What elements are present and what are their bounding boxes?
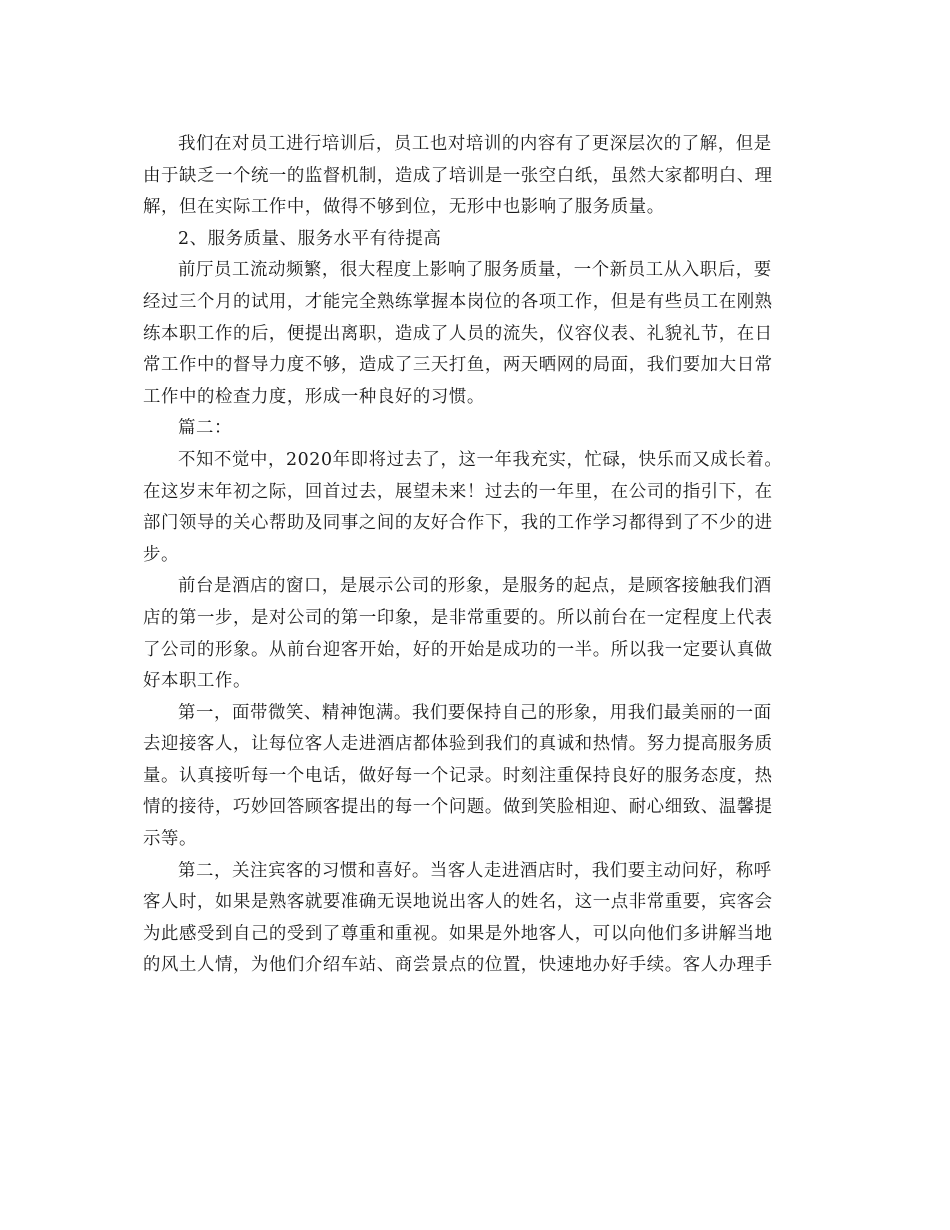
heading-line: 篇二： [178,418,232,439]
text-line: 经过三个月的试用，才能完全熟练掌握本岗位的各项工作，但是有些员工在刚熟 [143,291,773,312]
text-line: 第二，关注宾客的习惯和喜好。当客人走进酒店时，我们要主动问好，称呼 [178,860,772,881]
text-line: 去迎接客人，让每位客人走进酒店都体验到我们的真诚和热情。努力提高服务质 [143,734,773,755]
text-line: 不知不觉中，2020年即将过去了，这一年我充实，忙碌，快乐而又成长着。 [178,449,783,470]
paragraph-second-point [143,856,798,982]
document-body [143,129,798,982]
text-line: 的风土人情，为他们介绍车站、商尝景点的位置，快速地办好手续。客人办理手 [143,955,773,976]
paragraph-first-point [143,698,798,856]
text-line: 客人时，如果是熟客就要准确无误地说出客人的姓名，这一点非常重要，宾客会 [143,892,773,913]
text-line: 情的接待，巧妙回答顾客提出的每一个问题。做到笑脸相迎、耐心细致、温馨提 [143,797,773,818]
text-line: 好本职工作。 [143,671,251,692]
text-line: 为此感受到自己的受到了尊重和重视。如果是外地客人，可以向他们多讲解当地 [143,923,773,944]
paragraph-training-supervision [143,129,798,224]
text-line: 第一，面带微笑、精神饱满。我们要保持自己的形象，用我们最美丽的一面 [178,702,772,723]
text-line: 前台是酒店的窗口，是展示公司的形象，是服务的起点，是顾客接触我们酒 [178,576,772,597]
text-line: 前厅员工流动频繁，很大程度上影响了服务质量，一个新员工从入职后，要 [178,260,772,281]
text-line: 我们在对员工进行培训后，员工也对培训的内容有了更深层次的了解，但是 [178,134,772,154]
text-line: 由于缺乏一个统一的监督机制，造成了培训是一张空白纸，虽然大家都明白、理 [143,165,773,186]
text-line: 了公司的形象。从前台迎客开始，好的开始是成功的一半。所以我一定要认真做 [143,639,773,660]
section-heading-part-two [143,413,798,445]
paragraph-staff-turnover [143,255,798,413]
text-line: 步。 [143,544,179,565]
text-line: 工作中的检查力度，形成一种良好的习惯。 [143,386,485,407]
section-heading-service-quality [143,224,798,256]
text-line: 练本职工作的后，便提出离职，造成了人员的流失，仪容仪表、礼貌礼节，在日 [143,323,773,344]
text-line: 店的第一步，是对公司的第一印象，是非常重要的。所以前台在一定程度上代表 [143,607,773,628]
text-line: 量。认真接听每一个电话，做好每一个记录。时刻注重保持良好的服务态度，热 [143,765,773,786]
text-line: 部门领导的关心帮助及同事之间的友好合作下，我的工作学习都得到了不少的进 [143,513,773,534]
paragraph-front-desk-role [143,571,798,697]
text-line: 解，但在实际工作中，做得不够到位，无形中也影响了服务质量。 [143,197,665,218]
text-line: 常工作中的督导力度不够，造成了三天打鱼，两天晒网的局面，我们要加大日常 [143,355,773,376]
text-line: 示等。 [143,829,197,850]
paragraph-year-review [143,445,798,571]
heading-line: 2、服务质量、服务水平有待提高 [178,228,442,249]
text-line: 在这岁末年初之际，回首过去，展望未来！过去的一年里，在公司的指引下，在 [143,481,773,502]
